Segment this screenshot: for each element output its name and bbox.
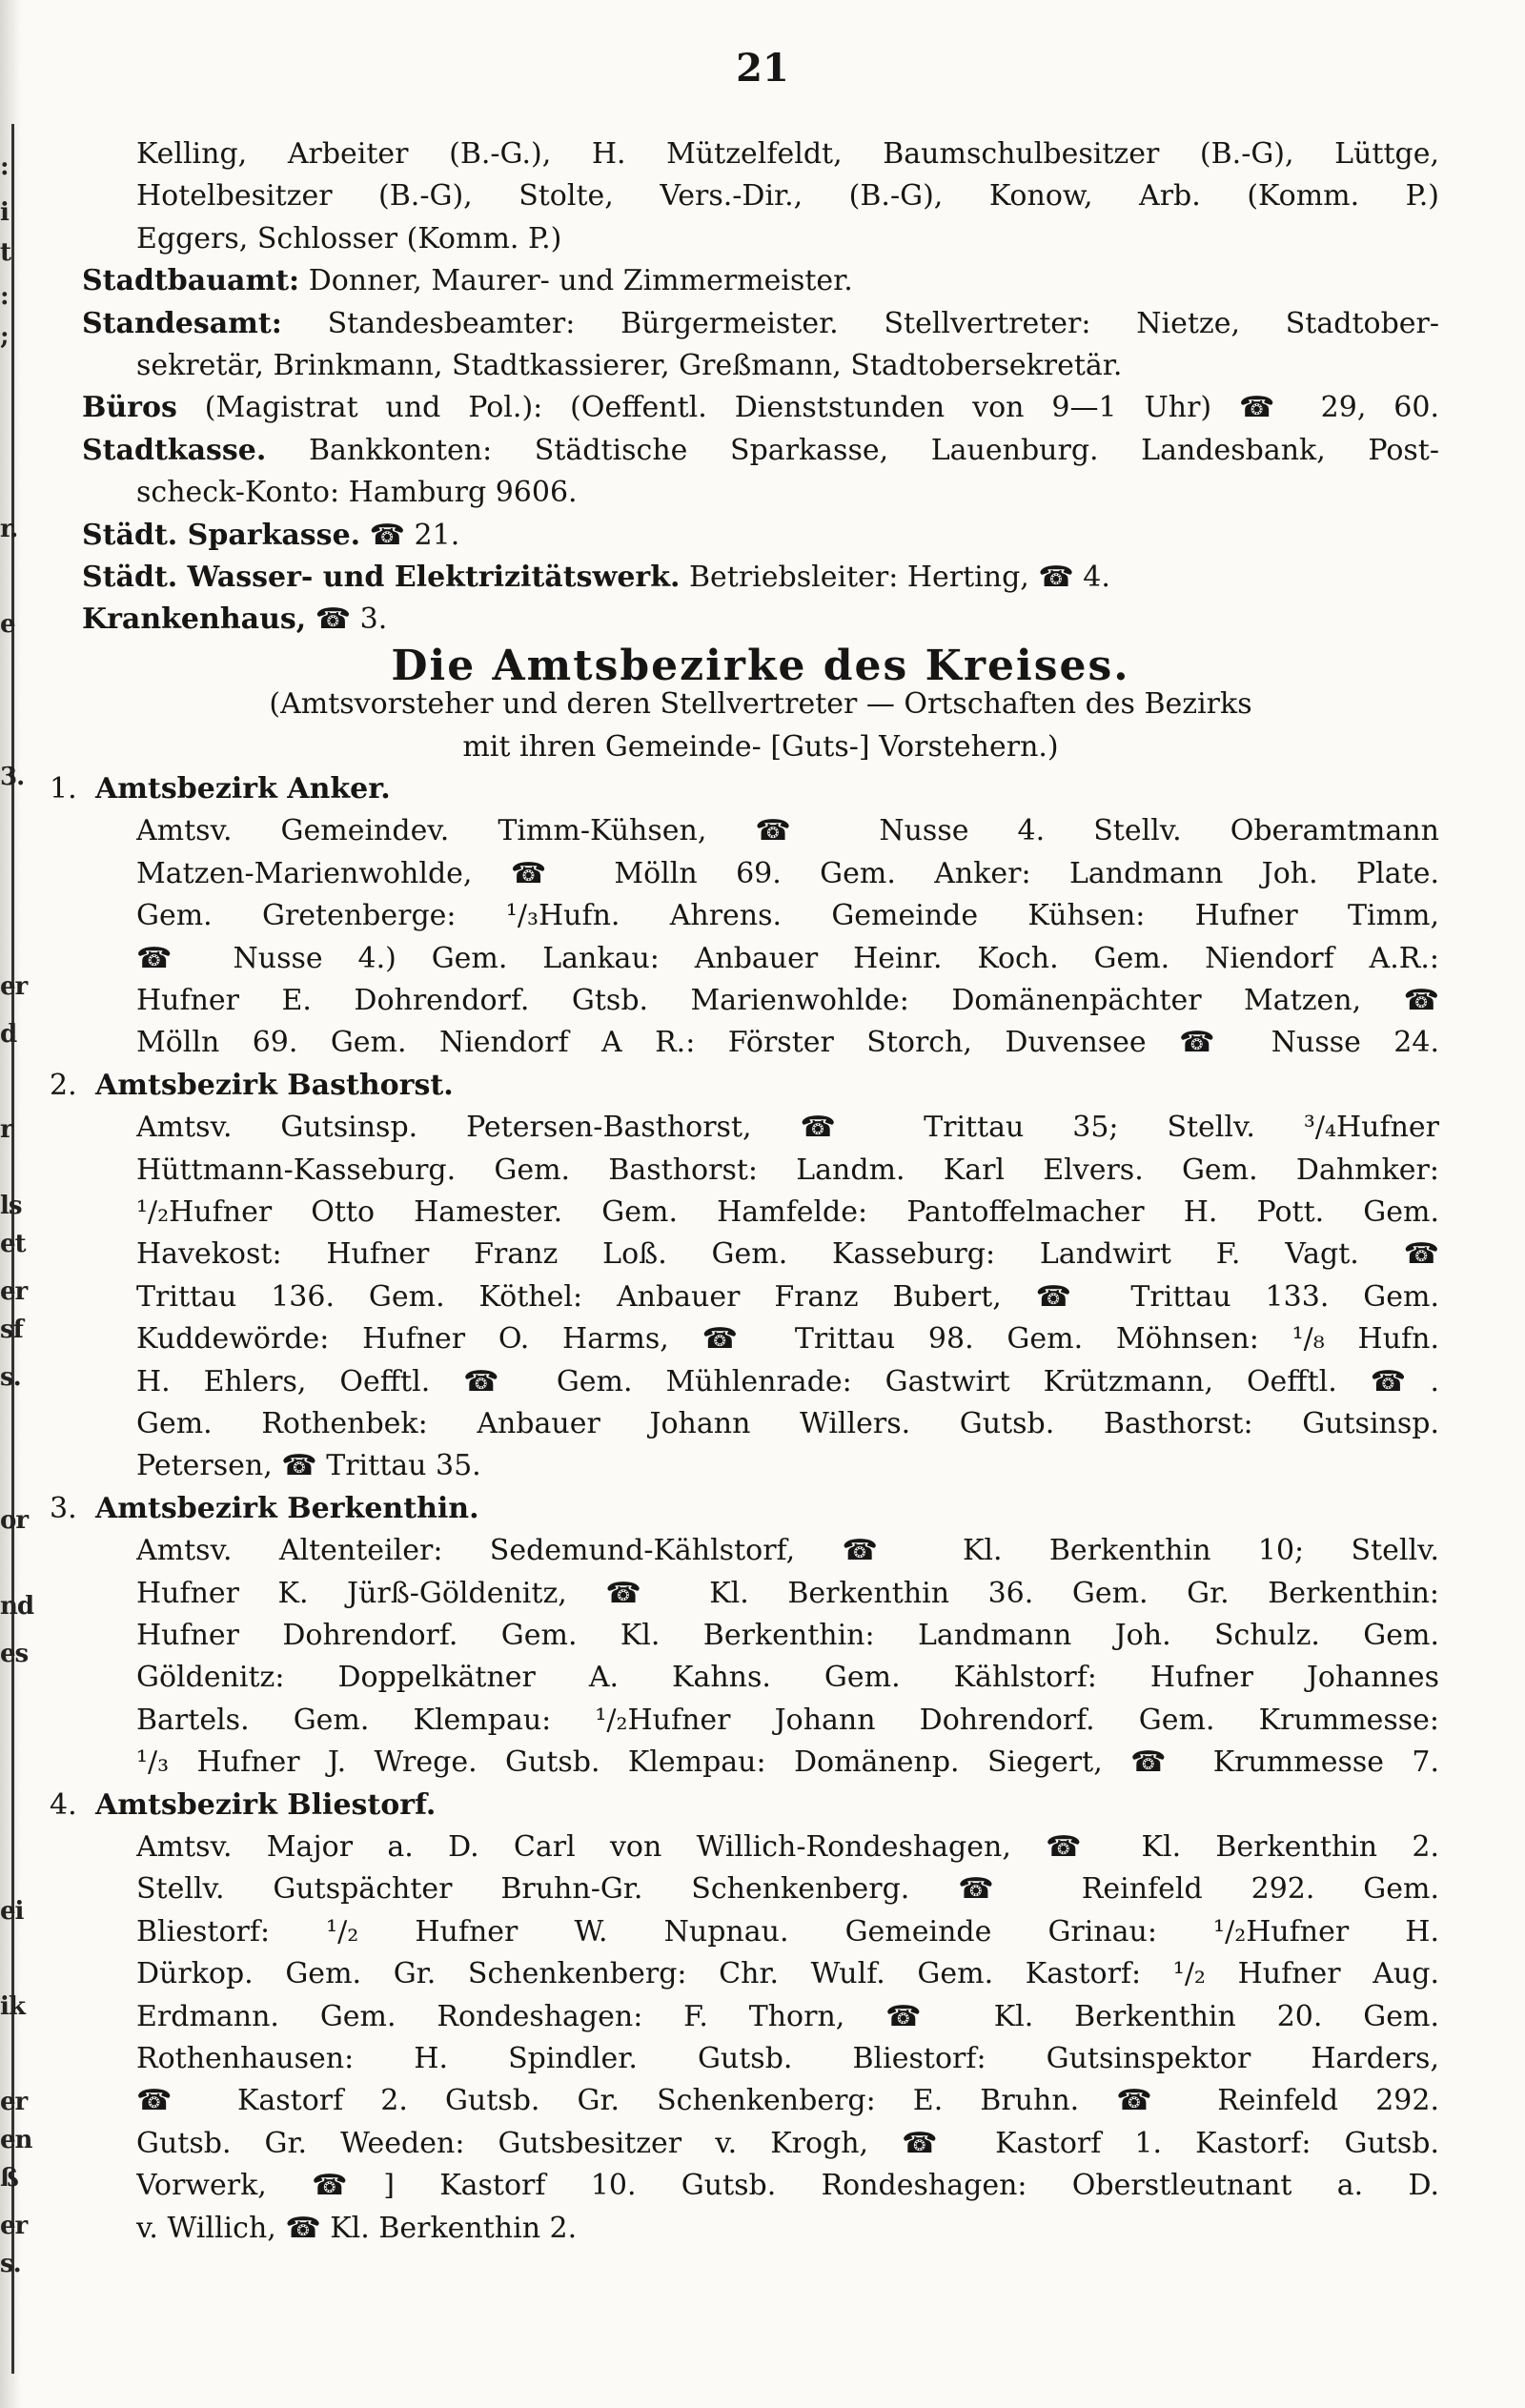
text-line <box>136 1276 1439 1318</box>
entry-label: Stadtbauamt: <box>82 264 300 298</box>
text-line <box>136 175 1439 217</box>
line-text: (Magistrat und Pol.): (Oeffentl. Dienststunden von 9—1 Uhr) ☎ 29, 60. <box>204 391 1439 425</box>
edge-fragment: et <box>0 1230 26 1258</box>
line-text: ☎ Kastorf 2. Gutsb. Gr. Schenkenberg: E. Bruhn. ☎ Reinfeld 292. <box>136 2084 1439 2118</box>
edge-fragment: r <box>0 1115 12 1144</box>
text-line <box>82 515 1439 557</box>
text-line <box>82 303 1439 345</box>
text-line <box>136 1615 1439 1657</box>
line-text: Kelling, Arbeiter (B.-G.), H. Mützelfeldt, Baumschulbesitzer (B.-G), Lüttge, <box>136 137 1439 171</box>
text-line <box>136 938 1439 980</box>
line-text: Eggers, Schlosser (Komm. P.) <box>136 221 562 255</box>
section-title: Amtsbezirk Basthorst. <box>95 1068 454 1102</box>
section-title: Amtsbezirk Bliestorf. <box>95 1787 437 1822</box>
edge-fragment: : <box>0 153 9 181</box>
line-text: H. Ehlers, Oefftl. ☎ Gem. Mühlenrade: Gastwirt Krützmann, Oefftl. ☎. <box>136 1364 1439 1398</box>
text-line <box>82 430 1439 472</box>
line-text: Amtsv. Gutsinsp. Petersen-Basthorst, ☎ Trittau 35; Stellv. ³/₄Hufner <box>136 1111 1439 1145</box>
section-title: Amtsbezirk Anker. <box>95 772 391 806</box>
line-text: Amtsv. Gemeindev. Timm-Kühsen, ☎ Nusse 4. Stellv. Oberamtmann <box>136 814 1439 848</box>
edge-fragment: t <box>0 238 11 267</box>
line-text: mit ihren Gemeinde- [Guts-] Vorstehern.) <box>462 729 1059 764</box>
line-text: Betriebsleiter: Herting, ☎ 4. <box>688 561 1110 594</box>
text-line <box>82 260 1439 302</box>
line-text: ☎ Nusse 4.) Gem. Lankau: Anbauer Heinr. Koch. Gem. Niendorf A.R.: <box>136 941 1439 975</box>
text-line <box>136 2080 1439 2122</box>
line-text: Hufner E. Dohrendorf. Gtsb. Marienwohlde: Domänenpächter Matzen, ☎ <box>136 984 1439 1017</box>
line-text: ☎ 3. <box>315 602 388 637</box>
line-text: Petersen, ☎ Trittau 35. <box>136 1449 481 1483</box>
edge-fragment: en <box>0 2126 32 2154</box>
text-line <box>50 1488 1439 1530</box>
line-text: Hufner K. Jürß-Göldenitz, ☎ Kl. Berkenthin 36. Gem. Gr. Berkenthin: <box>136 1576 1439 1610</box>
edge-fragment: s. <box>0 1363 21 1392</box>
edge-fragment: d <box>0 1020 17 1049</box>
text-line <box>50 768 1439 810</box>
text-line <box>50 1065 1439 1107</box>
line-text: sekretär, Brinkmann, Stadtkassierer, Greßmann, Stadtobersekretär. <box>136 349 1123 382</box>
page-number: 21 <box>736 46 789 91</box>
edge-fragment: ei <box>0 1897 24 1926</box>
edge-fragment: es <box>0 1640 29 1668</box>
line-text: Göldenitz: Doppelkätner A. Kahns. Gem. Kählstorf: Hufner Johannes <box>136 1661 1439 1695</box>
text-line <box>50 1785 1439 1826</box>
line-text: Hüttmann-Kasseburg. Gem. Basthorst: Landm. Karl Elvers. Gem. Dahmker: <box>136 1153 1439 1187</box>
edge-fragment: ik <box>0 1992 25 2021</box>
text-line <box>136 1657 1439 1699</box>
text-line <box>136 1403 1439 1445</box>
text-line <box>136 1700 1439 1742</box>
text-line <box>136 1107 1439 1149</box>
line-text: Donner, Maurer- und Zimmermeister. <box>308 264 853 298</box>
entry-label: Büros <box>82 391 177 425</box>
text-line <box>136 1445 1439 1487</box>
line-text: Bliestorf: ¹/₂ Hufner W. Nupnau. Gemeinde Grinau: ¹/₂Hufner H. <box>136 1914 1439 1949</box>
text-line <box>136 853 1439 895</box>
text-line <box>136 133 1439 175</box>
text-line <box>136 810 1439 852</box>
line-text: Erdmann. Gem. Rondeshagen: F. Thorn, ☎ Kl. Berkenthin 20. Gem. <box>136 1999 1439 2033</box>
text-line <box>136 1318 1439 1360</box>
edge-fragment: r. <box>0 515 18 543</box>
text-line <box>136 895 1439 937</box>
entry-label: Städt. Wasser- und Elektrizitätswerk. <box>82 561 681 594</box>
entry-label: Städt. Sparkasse. <box>82 518 361 552</box>
text-line <box>136 472 1439 514</box>
edge-fragment: ß <box>0 2164 18 2193</box>
line-text: Gem. Gretenberge: ¹/₃Hufn. Ahrens. Gemeinde Kühsen: Hufner Timm, <box>136 899 1439 933</box>
text-line <box>82 387 1439 429</box>
text-line <box>136 2165 1439 2207</box>
text-line <box>136 1192 1439 1234</box>
text-line <box>136 2123 1439 2165</box>
text-line <box>82 726 1439 768</box>
text-line <box>136 1742 1439 1784</box>
line-text: Standesbeamter: Bürgermeister. Stellvertreter: Nietze, Stadtober- <box>327 306 1439 340</box>
section-title: Amtsbezirk Berkenthin. <box>95 1491 479 1525</box>
section-number: 2. <box>50 1068 77 1102</box>
text-line <box>136 980 1439 1022</box>
line-text: Dürkop. Gem. Gr. Schenkenberg: Chr. Wulf. Gem. Kastorf: ¹/₂ Hufner Aug. <box>136 1957 1439 1991</box>
edge-fragment: nd <box>0 1592 34 1621</box>
edge-fragment: ls <box>0 1192 22 1220</box>
edge-fragment: er <box>0 2088 28 2116</box>
text-line <box>136 1361 1439 1403</box>
edge-fragment: or <box>0 1506 29 1535</box>
text-line <box>136 1996 1439 2038</box>
line-text: Bartels. Gem. Klempau: ¹/₂Hufner Johann Dohrendorf. Gem. Krummesse: <box>136 1703 1439 1737</box>
text-line <box>136 2208 1439 2250</box>
line-text: scheck-Konto: Hamburg 9606. <box>136 476 578 510</box>
edge-fragment: er <box>0 2212 28 2240</box>
line-text: Gem. Rothenbek: Anbauer Johann Willers. Gutsb. Basthorst: Gutsinsp. <box>136 1407 1439 1440</box>
edge-fragment: er <box>0 1277 28 1306</box>
line-text: Trittau 136. Gem. Köthel: Anbauer Franz Bubert, ☎ Trittau 133. Gem. <box>136 1279 1439 1314</box>
line-text: Havekost: Hufner Franz Loß. Gem. Kasseburg: Landwirt F. Vagt. ☎ <box>136 1237 1439 1272</box>
line-text: ¹/₃ Hufner J. Wrege. Gutsb. Klempau: Domänenp. Siegert, ☎ Krummesse 7. <box>136 1745 1439 1780</box>
entry-label: Standesamt: <box>82 306 282 340</box>
line-text: Matzen-Marienwohlde, ☎ Mölln 69. Gem. Anker: Landmann Joh. Plate. <box>136 856 1439 890</box>
section-number: 4. <box>50 1787 77 1822</box>
edge-fragment: i <box>0 198 9 227</box>
line-text: Stellv. Gutspächter Bruhn-Gr. Schenkenberg. ☎ Reinfeld 292. Gem. <box>136 1872 1439 1907</box>
line-text: v. Willich, ☎ Kl. Berkenthin 2. <box>136 2211 578 2245</box>
text-line <box>136 1826 1439 1868</box>
line-text: Kuddewörde: Hufner O. Harms, ☎ Trittau 98. Gem. Möhnsen: ¹/₈ Hufn. <box>136 1322 1439 1357</box>
line-text: ¹/₂Hufner Otto Hamester. Gem. Hamfelde: Pantoffelmacher H. Pott. Gem. <box>136 1195 1439 1229</box>
text-line <box>136 1953 1439 1995</box>
text-line <box>136 345 1439 387</box>
edge-fragment: er <box>0 972 28 1001</box>
edge-fragment: sf <box>0 1316 23 1344</box>
line-text: Bankkonten: Städtische Sparkasse, Lauenburg. Landesbank, Post- <box>308 433 1439 467</box>
line-text: Amtsv. Major a. D. Carl von Willich-Rondeshagen, ☎ Kl. Berkenthin 2. <box>136 1830 1439 1864</box>
text-line <box>136 1911 1439 1953</box>
entry-label: Krankenhaus, <box>82 602 307 637</box>
edge-fragment: 3. <box>0 763 25 791</box>
text-line <box>136 1573 1439 1615</box>
line-text: Hotelbesitzer (B.-G), Stolte, Vers.-Dir., (B.-G), Konow, Arb. (Komm. P.) <box>136 179 1439 214</box>
text-line <box>82 557 1439 599</box>
edge-fragment: s. <box>0 2250 21 2278</box>
text-line <box>82 599 1439 641</box>
text-line <box>82 645 1439 687</box>
line-text: Hufner Dohrendorf. Gem. Kl. Berkenthin: Landmann Joh. Schulz. Gem. <box>136 1619 1439 1652</box>
line-text: (Amtsvorsteher und deren Stellvertreter — Ortschaften des Bezirks <box>269 687 1252 722</box>
edge-fragment: ; <box>0 322 9 351</box>
line-text: ☎ 21. <box>369 518 460 552</box>
line-text: Amtsv. Altenteiler: Sedemund-Kählstorf, ☎ Kl. Berkenthin 10; Stellv. <box>136 1534 1439 1568</box>
line-text: Mölln 69. Gem. Niendorf A R.: Förster Storch, Duvensee ☎ Nusse 24. <box>136 1026 1439 1060</box>
text-line <box>136 1868 1439 1910</box>
text-line <box>136 2038 1439 2080</box>
text-line <box>136 1150 1439 1192</box>
line-text: Rothenhausen: H. Spindler. Gutsb. Bliestorf: Gutsinspektor Harders, <box>136 2042 1439 2075</box>
text-line <box>82 684 1439 725</box>
text-line <box>136 1530 1439 1572</box>
text-line <box>136 1022 1439 1064</box>
line-text: Gutsb. Gr. Weeden: Gutsbesitzer v. Krogh, ☎ Kastorf 1. Kastorf: Gutsb. <box>136 2126 1439 2160</box>
entry-label: Stadtkasse. <box>82 433 267 467</box>
section-number: 1. <box>50 772 77 806</box>
section-heading: Die Amtsbezirke des Kreises. <box>391 644 1130 687</box>
section-number: 3. <box>50 1491 77 1525</box>
line-text: Vorwerk, ☎] Kastorf 10. Gutsb. Rondeshagen: Oberstleutnant a. D. <box>136 2169 1439 2203</box>
text-line <box>136 1234 1439 1275</box>
edge-fragment: e <box>0 610 15 639</box>
text-line <box>136 218 1439 260</box>
edge-fragment: : <box>0 282 9 311</box>
